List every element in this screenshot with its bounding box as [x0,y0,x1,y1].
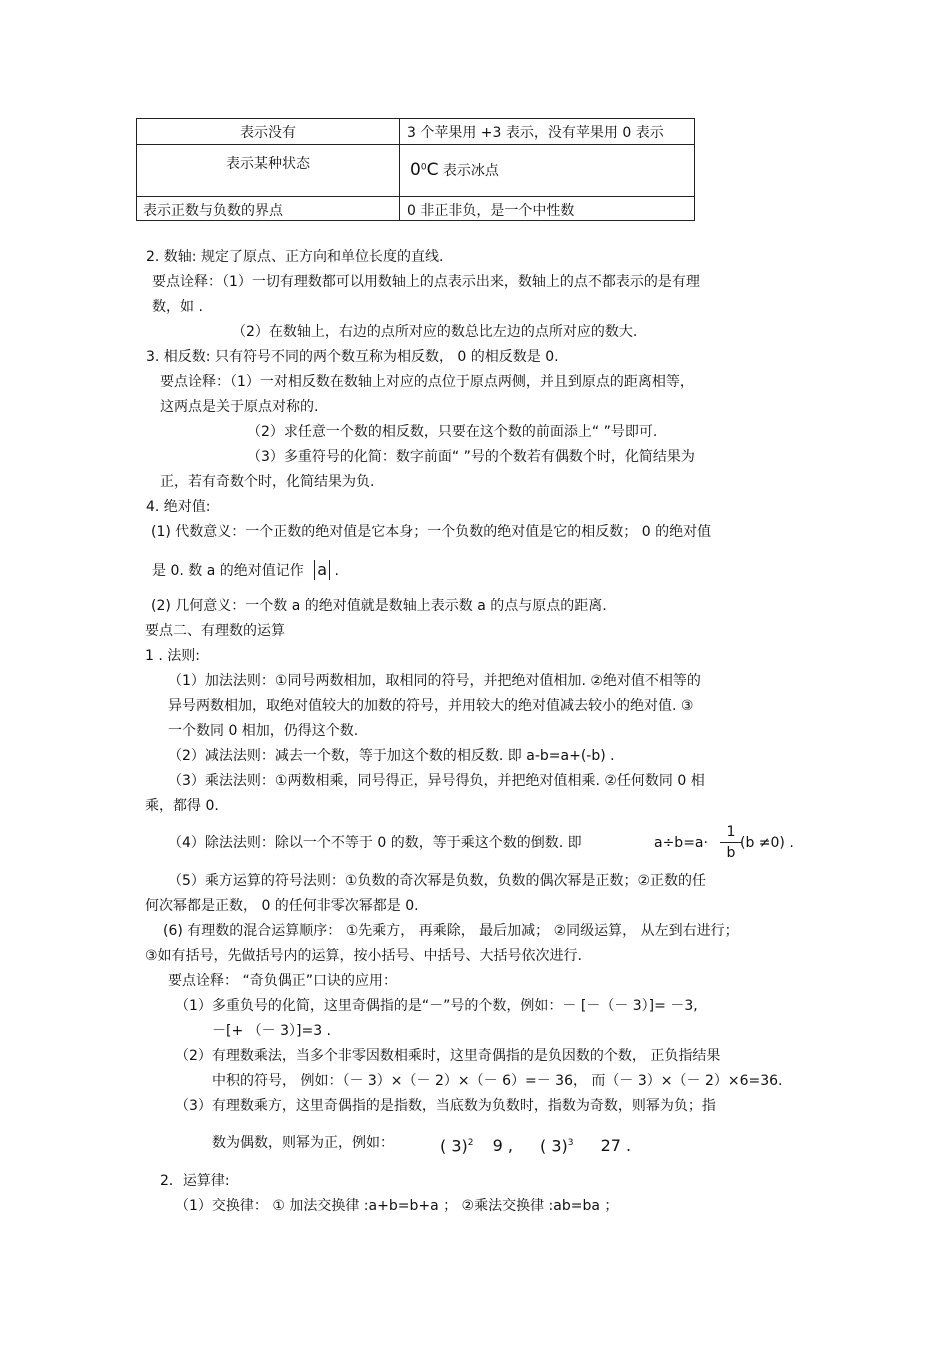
celsius-unit: C [426,160,439,180]
paragraph: 中积的符号， 例如：（－ 3）×（－ 2）×（－ 6）=－ 36， 而（－ 3）×（－ 2）×6=36. [212,1073,783,1089]
paragraph: 异号两数相加，取绝对值较大的加数的符号，并用较大的绝对值减去较小的绝对值. ③ [168,698,694,714]
example-power-even [440,1134,513,1155]
paragraph: （2）求任意一个数的相反数，只要在这个数的前面添上“ ”号即可. [247,424,658,440]
table-row [137,145,695,197]
division-condition: (b ≠0) . [740,835,794,851]
paragraph: (2) 几何意义：一个数 a 的绝对值就是数轴上表示数 a 的点与原点的距离. [151,598,607,614]
power-value: 27 . [600,1136,632,1156]
number-meaning-table [136,118,695,221]
abs-notation: a [314,560,330,580]
paragraph: （5）乘方运算的符号法则：①负数的奇次幂是负数，负数的偶次幂是正数；②正数的任 [168,873,707,889]
fraction-denominator: b [720,842,742,863]
paragraph: 数为偶数，则幂为正，例如： [212,1135,394,1151]
paragraph: ③如有括号，先做括号内的运算，按小括号、中括号、大括号依次进行. [145,948,582,964]
paragraph: （1）加法法则：①同号两数相加，取相同的符号，并把绝对值相加. ②绝对值不相等的 [168,673,701,689]
paragraph: －[+ （－ 3）]=3 . [212,1023,331,1039]
paragraph [152,560,339,580]
paragraph: （4）除法法则：除以一个不等于 0 的数，等于乘这个数的倒数. 即 [168,835,582,851]
paragraph: (6) 有理数的混合运算顺序： ①先乘方， 再乘除， 最后加减； ②同级运算， 从左到右进行； [163,923,739,939]
power-base: ( 3) [440,1136,468,1156]
fraction-numerator: 1 [726,824,736,840]
division-formula: a÷b=a· [654,835,708,851]
paragraph: （2）减法法则：减去一个数，等于加这个数的相反数. 即 a-b=a+(-b) . [168,748,615,764]
table-cell: 表示没有 [137,119,400,145]
table-cell: 0 非正非负，是一个中性数 [400,197,695,221]
paragraph: （1）多重负号的化简，这里奇偶指的是“－”号的个数，例如：－ [－（－ 3）]= －3, [175,998,698,1014]
table-cell [400,145,695,197]
paragraph: (1) 代数意义：一个正数的绝对值是它本身；一个负数的绝对值是它的相反数； 0 的绝对值 [151,524,712,540]
power-exponent: 2 [467,1138,474,1148]
paragraph: （2）有理数乘法，当多个非零因数相乘时，这里奇偶指的是负因数的个数， 正负指结果 [175,1048,721,1064]
paragraph: （3）有理数乘方，这里奇偶指的是指数，当底数为负数时，指数为奇数，则幂为负；指 [175,1098,716,1114]
degree-sup: 0 [420,162,427,173]
freezing-text: 表示冰点 [438,163,499,179]
table-row [137,119,695,145]
paragraph: （3）乘法法则：①两数相乘，同号得正，异号得负，并把绝对值相乘. ②任何数同 0 相 [168,773,705,789]
table-cell: 3 个苹果用 +3 表示，没有苹果用 0 表示 [400,119,695,145]
paragraph: 乘，都得 0. [145,798,219,814]
power-value: 9 , [492,1136,513,1156]
paragraph: （2）在数轴上，右边的点所对应的数总比左边的点所对应的数大. [232,324,638,340]
paragraph: 一个数同 0 相加，仍得这个数. [168,723,359,739]
table-row [137,197,695,221]
abs-text: 是 0. 数 a 的绝对值记作 [152,563,304,579]
paragraph: 要点诠释：（1）一对相反数在数轴上对应的点位于原点两侧，并且到原点的距离相等， [160,374,694,390]
power-exponent: 3 [567,1138,574,1148]
paragraph: （1）交换律： ① 加法交换律 :a+b=b+a ； ②乘法交换律 :ab=ba ； [175,1198,619,1214]
paragraph: （3）多重符号的化简：数字前面“ ”号的个数若有偶数个时，化简结果为 [247,449,695,465]
example-power-odd [540,1134,631,1155]
fraction [720,822,742,863]
subsection-title: 1 . 法则: [145,648,200,664]
paragraph: 要点诠释：（1）一切有理数都可以用数轴上的点表示出来，数轴上的点不都表示的是有理 [152,274,700,290]
zero-value: 0 [410,160,421,180]
section-opposite-title: 3. 相反数: 只有符号不同的两个数互称为相反数， 0 的相反数是 0. [146,349,559,365]
subsection-title: 2．运算律: [160,1173,230,1189]
part-title: 要点二、有理数的运算 [145,623,285,639]
period: . [330,563,339,579]
section-absolute-title: 4. 绝对值: [146,499,211,515]
power-base: ( 3) [540,1136,568,1156]
section-number-line-title: 2. 数轴: 规定了原点、正方向和单位长度的直线. [146,249,444,265]
table-cell: 表示某种状态 [137,145,400,197]
paragraph: 要点诠释： “奇负偶正”口诀的应用： [168,973,397,989]
paragraph: 数，如 . [152,299,203,315]
paragraph: 何次幂都是正数， 0 的任何非零次幂都是 0. [145,898,419,914]
paragraph: 正，若有奇数个时，化简结果为负. [160,474,375,490]
paragraph: 这两点是关于原点对称的. [160,399,319,415]
table-cell: 表示正数与负数的界点 [137,197,400,221]
